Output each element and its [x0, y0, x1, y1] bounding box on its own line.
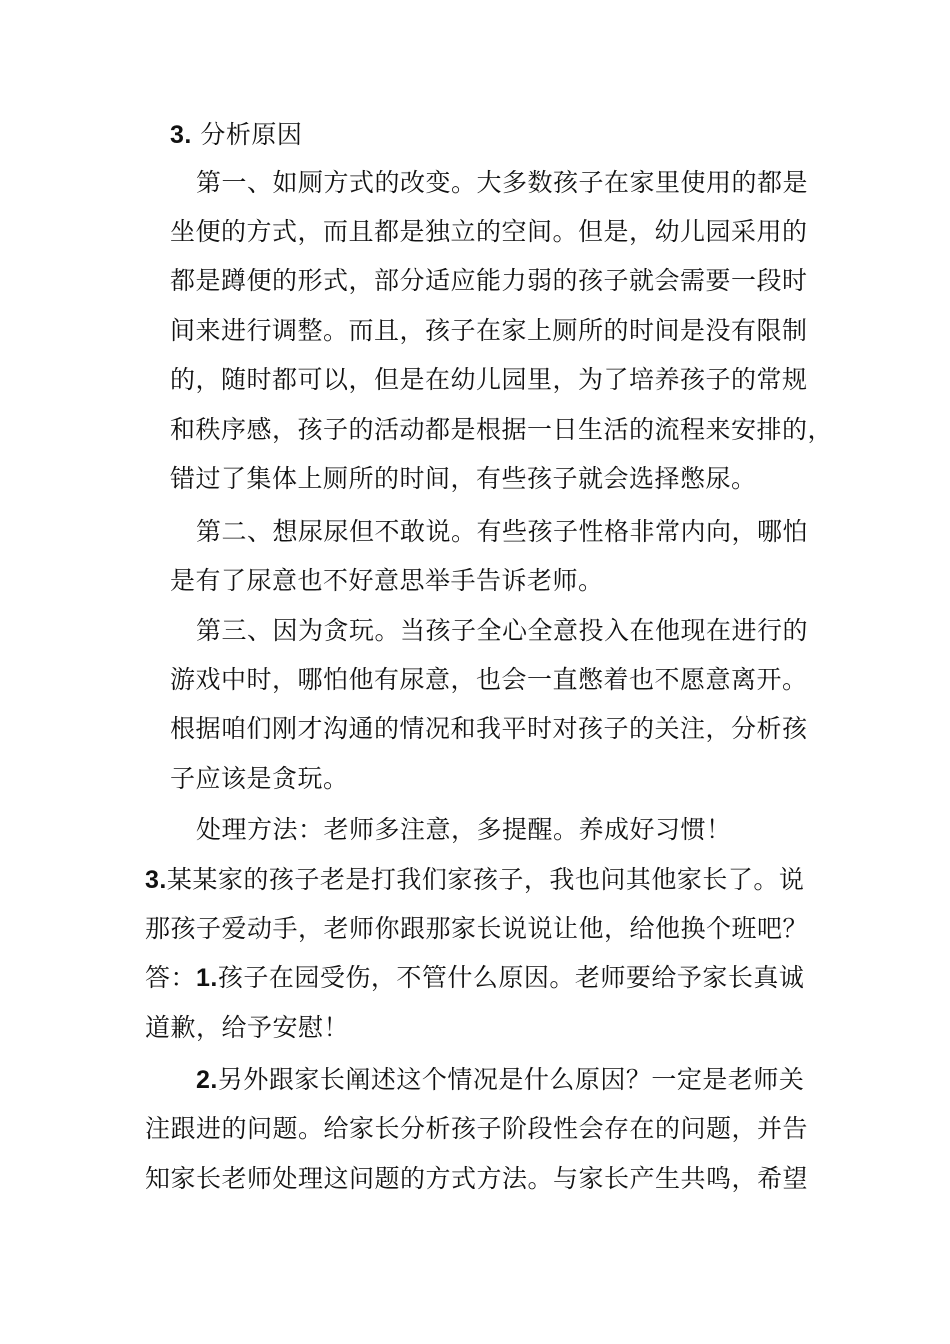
section-title: 分析原因 [200, 120, 303, 149]
paragraph-line: 第一、如厕方式的改变。大多数孩子在家里使用的都是 [196, 168, 809, 197]
answer-text: 另外跟家长阐述这个情况是什么原因？一定是老师关 [217, 1065, 805, 1094]
answer-text: 孩子在园受伤，不管什么原因。老师要给予家长真诚 [217, 963, 805, 992]
answer-line: 注跟进的问题。给家长分析孩子阶段性会存在的问题，并告 [145, 1114, 809, 1143]
paragraph-line: 第三、因为贪玩。当孩子全心全意投入在他现在进行的 [196, 616, 809, 645]
question-number: 3. [145, 866, 167, 894]
paragraph-line: 间来进行调整。而且，孩子在家上厕所的时间是没有限制 [170, 316, 808, 345]
paragraph-line: 错过了集体上厕所的时间，有些孩子就会选择憋尿。 [170, 464, 757, 493]
paragraph-line: 子应该是贪玩。 [170, 764, 349, 793]
handling-method: 处理方法：老师多注意，多提醒。养成好习惯！ [196, 815, 732, 844]
paragraph-line: 的，随时都可以，但是在幼儿园里，为了培养孩子的常规 [170, 365, 808, 394]
question-text: 某某家的孩子老是打我们家孩子，我也问其他家长了。说 [166, 865, 805, 894]
section-heading [170, 115, 302, 155]
answer-line [196, 1060, 804, 1100]
answer-prefix: 答： [145, 963, 197, 992]
answer-line [145, 958, 804, 998]
paragraph-line: 坐便的方式，而且都是独立的空间。但是，幼儿园采用的 [170, 217, 808, 246]
paragraph-line: 根据咱们刚才沟通的情况和我平时对孩子的关注，分析孩 [170, 714, 808, 743]
paragraph-line: 游戏中时，哪怕他有尿意，也会一直憋着也不愿意离开。 [170, 665, 808, 694]
paragraph-line: 和秩序感，孩子的活动都是根据一日生活的流程来安排的， [170, 415, 834, 444]
paragraph-line: 都是蹲便的形式，部分适应能力弱的孩子就会需要一段时 [170, 266, 808, 295]
question-line [145, 860, 804, 900]
paragraph-line: 是有了尿意也不好意思举手告诉老师。 [170, 566, 604, 595]
section-number: 3. [170, 121, 192, 149]
answer-number: 2. [196, 1066, 218, 1094]
answer-line: 知家长老师处理这问题的方式方法。与家长产生共鸣，希望 [145, 1164, 809, 1193]
answer-line: 道歉，给予安慰！ [145, 1013, 350, 1042]
question-line: 那孩子爱动手，老师你跟那家长说说让他，给他换个班吧？ [145, 914, 809, 943]
answer-number: 1. [196, 964, 218, 992]
paragraph-line: 第二、想尿尿但不敢说。有些孩子性格非常内向，哪怕 [196, 517, 809, 546]
